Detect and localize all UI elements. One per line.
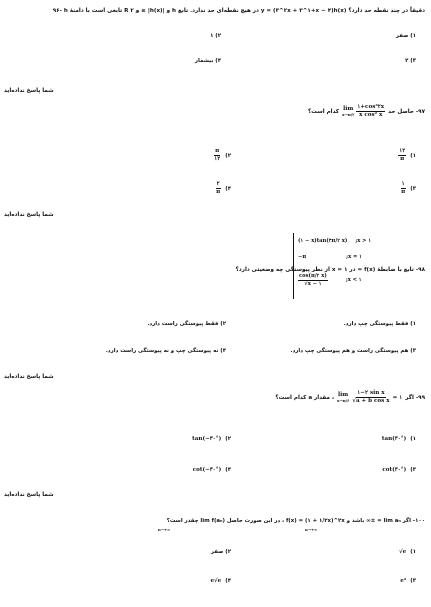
q100-option-4[interactable]: ۴) e√e [210, 578, 231, 584]
q99-limit [337, 390, 402, 405]
option-number: ۳) [410, 185, 416, 192]
q98-case2-cond: ;x = ۱ [346, 254, 362, 260]
option-number: ۱) [410, 152, 416, 159]
q99-option-1[interactable]: ۱) tan(۳۰°) [381, 436, 416, 442]
q98-option-4[interactable]: ۴) نه پیوستگی چپ و نه پیوستگی راست دارد. [105, 348, 226, 354]
q98-option-3[interactable]: ۳) هم پیوستگی راست و هم پیوستگی چپ دارد. [290, 348, 416, 354]
no-response-label: شما پاسخ نداده‌اید [4, 212, 54, 218]
q96-option-3[interactable]: ۳) ۲ [405, 58, 416, 64]
no-response-label: شما پاسخ نداده‌اید [4, 374, 54, 380]
q99-equals: = ۱ [392, 394, 403, 401]
q100-option-2[interactable]: ۲) صفر [210, 549, 231, 555]
q99-label: ۹۹- اگر [405, 394, 425, 401]
q97-option-1[interactable]: ۱) $\frac{۱۲}{\pi}$ [399, 148, 416, 162]
question-97 [308, 104, 425, 119]
q98-case1-cond: ;x > ۱ [355, 238, 372, 244]
question-100-text: ۱۰۰- اگر lim aₙ = ±∞ باشد و f(x) = (۱ + ۱/۲x)^۲x ، در این صورت حاصل lim f(aₙ) چقدر است؟ [166, 518, 425, 524]
q97-option-3[interactable]: ۳) $\frac{۱}{\pi}$ [401, 181, 416, 195]
q99-numerator: ۱−۲ sin x [357, 390, 385, 396]
q99-option-3[interactable]: ۳) cot(۳۰°) [382, 467, 416, 473]
q97-lim-subscript: x→π/۲ [342, 112, 355, 117]
q97-fraction [356, 104, 385, 119]
option-number: ۲) [225, 152, 231, 159]
option-number: ۴) [225, 467, 231, 473]
option-number: ۲) [225, 436, 231, 442]
q97-question-tail: کدام است؟ [308, 108, 340, 115]
q99-question-tail: ، مقدار a کدام است؟ [275, 394, 334, 401]
no-response-label: شما پاسخ نداده‌اید [4, 492, 54, 498]
q97-option-2[interactable]: ۲) $\frac{\pi}{۱۲}$ [214, 148, 231, 162]
q100-option-3[interactable]: ۳) e² [400, 578, 416, 584]
q97-denominator: x cos² x [359, 112, 383, 118]
q98-option-2[interactable]: ۲) فقط پیوستگی راست دارد. [147, 321, 226, 327]
q98-case3-cond: ;x < ۱ [345, 277, 362, 283]
option-number: ۱) [410, 436, 416, 442]
q98-case3-fraction: $\frac{\cos(\pi/۲ x)}{√x - ۱}$ [299, 272, 327, 287]
q96-option-2[interactable]: ۲) ۱ [210, 33, 221, 39]
lim-symbol: lim [343, 106, 354, 112]
q97-numerator: ۱+cos³۲x [357, 104, 385, 110]
q100-lim-subscript: n→+∞ [158, 527, 171, 532]
option-number: ۱) [410, 549, 416, 555]
option-number: ۴) [225, 185, 231, 192]
option-number: ۳) [410, 578, 416, 584]
option-number: ۴) [225, 578, 231, 584]
q97-option-4[interactable]: ۴) $\frac{۲}{\pi}$ [216, 181, 231, 195]
q100-option-1[interactable]: ۱) √e [398, 549, 416, 555]
question-96-text: ۹۶- h تابعی است با دامنهٔ R و ۲ ≥ |h(x)| و h در هیچ نقطه‌ای حد ندارد. تابع y = (۳^۲x + ۳^۱+x − ۴)h(x) دقیقاً در چند نقطه حد دارد؟ [52, 8, 425, 14]
q96-option-1[interactable]: ۱) صفر [395, 33, 416, 39]
option-number: ۳) [410, 467, 416, 473]
q99-lim-subscript: x→π/۶ [337, 398, 350, 403]
lim-symbol: lim [338, 392, 349, 398]
option-number: ۲) [225, 549, 231, 555]
q99-fraction [351, 390, 390, 405]
q98-piecewise [293, 233, 371, 299]
q99-option-4[interactable]: ۴) cot(−۳۰°) [192, 467, 231, 473]
q99-denominator: √a + b cos x [352, 398, 390, 404]
q97-label: ۹۷- حاصل حد [388, 108, 425, 115]
q97-limit [342, 104, 385, 119]
q98-option-1[interactable]: ۱) فقط پیوستگی چپ دارد. [343, 321, 416, 327]
q96-option-4[interactable]: ۴) بیشمار [194, 58, 221, 64]
q100-lim-subscript: n→+∞ [305, 527, 318, 532]
q98-case1-expr: (۱ − x)tan(۳π/۲ x) [298, 238, 348, 244]
question-99 [275, 390, 425, 405]
q98-case2-expr: −π [298, 254, 307, 260]
q99-option-2[interactable]: ۲) tan(−۳۰°) [192, 436, 231, 442]
question-98-text: ۹۸- تابع با ضابطهٔ f(x) = در x = ۱ از نظر پیوستگی چه وضعیتی دارد؟ [235, 267, 425, 273]
no-response-label: شما پاسخ نداده‌اید [4, 88, 54, 94]
